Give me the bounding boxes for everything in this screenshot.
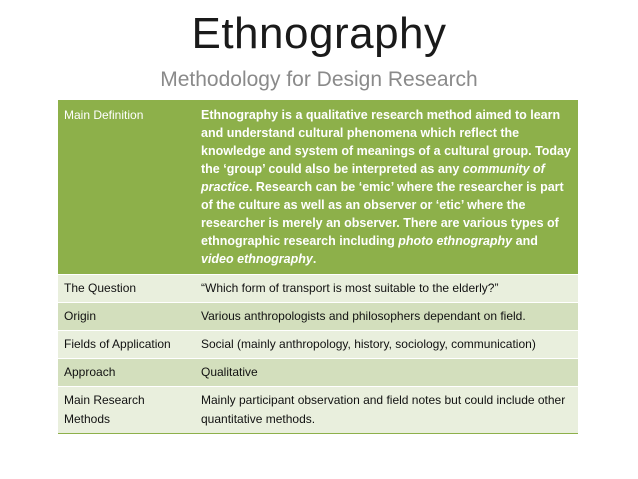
row-value: “Which form of transport is most suitable to the elderly?” — [193, 275, 578, 303]
slide-subtitle: Methodology for Design Research — [160, 68, 478, 91]
row-label: Fields of Application — [58, 331, 193, 359]
row-value: Various anthropologists and philosophers dependant on field. — [193, 303, 578, 331]
row-label: Main Research Methods — [58, 387, 193, 434]
row-value: Qualitative — [193, 359, 578, 387]
definition-text-part: Ethnography is a qualitative research method aimed to learn and understand cultural phenomena which reflect the knowledge and system of meanings of a cultural group. Today the ‘group’ could also be interpreted as any — [201, 108, 571, 176]
slide-title: Ethnography — [191, 9, 447, 58]
table-row — [58, 387, 578, 434]
definition-text-part: and — [512, 234, 538, 248]
definition-emphasis: community of practice — [201, 162, 545, 194]
definition-emphasis: video ethnography — [201, 252, 313, 266]
main-definition-label: Main Definition — [58, 100, 193, 275]
row-label: The Question — [58, 275, 193, 303]
row-label: Approach — [58, 359, 193, 387]
definition-text-part: . Research can be ‘emic’ where the researcher is part of the culture as well as an observer or ‘etic’ where the researcher is merely an observer. There are various types of ethnographic research including — [201, 180, 564, 248]
table-header-row — [58, 100, 578, 275]
row-value: Social (mainly anthropology, history, sociology, communication) — [193, 331, 578, 359]
table-row — [58, 331, 578, 359]
table-row — [58, 275, 578, 303]
main-definition-text — [193, 100, 578, 275]
definition-text-part: . — [312, 252, 317, 266]
table-row — [58, 359, 578, 387]
row-label: Origin — [58, 303, 193, 331]
definition-table — [58, 100, 578, 434]
row-value: Mainly participant observation and field notes but could include other quantitative methods. — [193, 387, 578, 434]
definition-emphasis: photo ethnography — [398, 234, 513, 248]
table-row — [58, 303, 578, 331]
